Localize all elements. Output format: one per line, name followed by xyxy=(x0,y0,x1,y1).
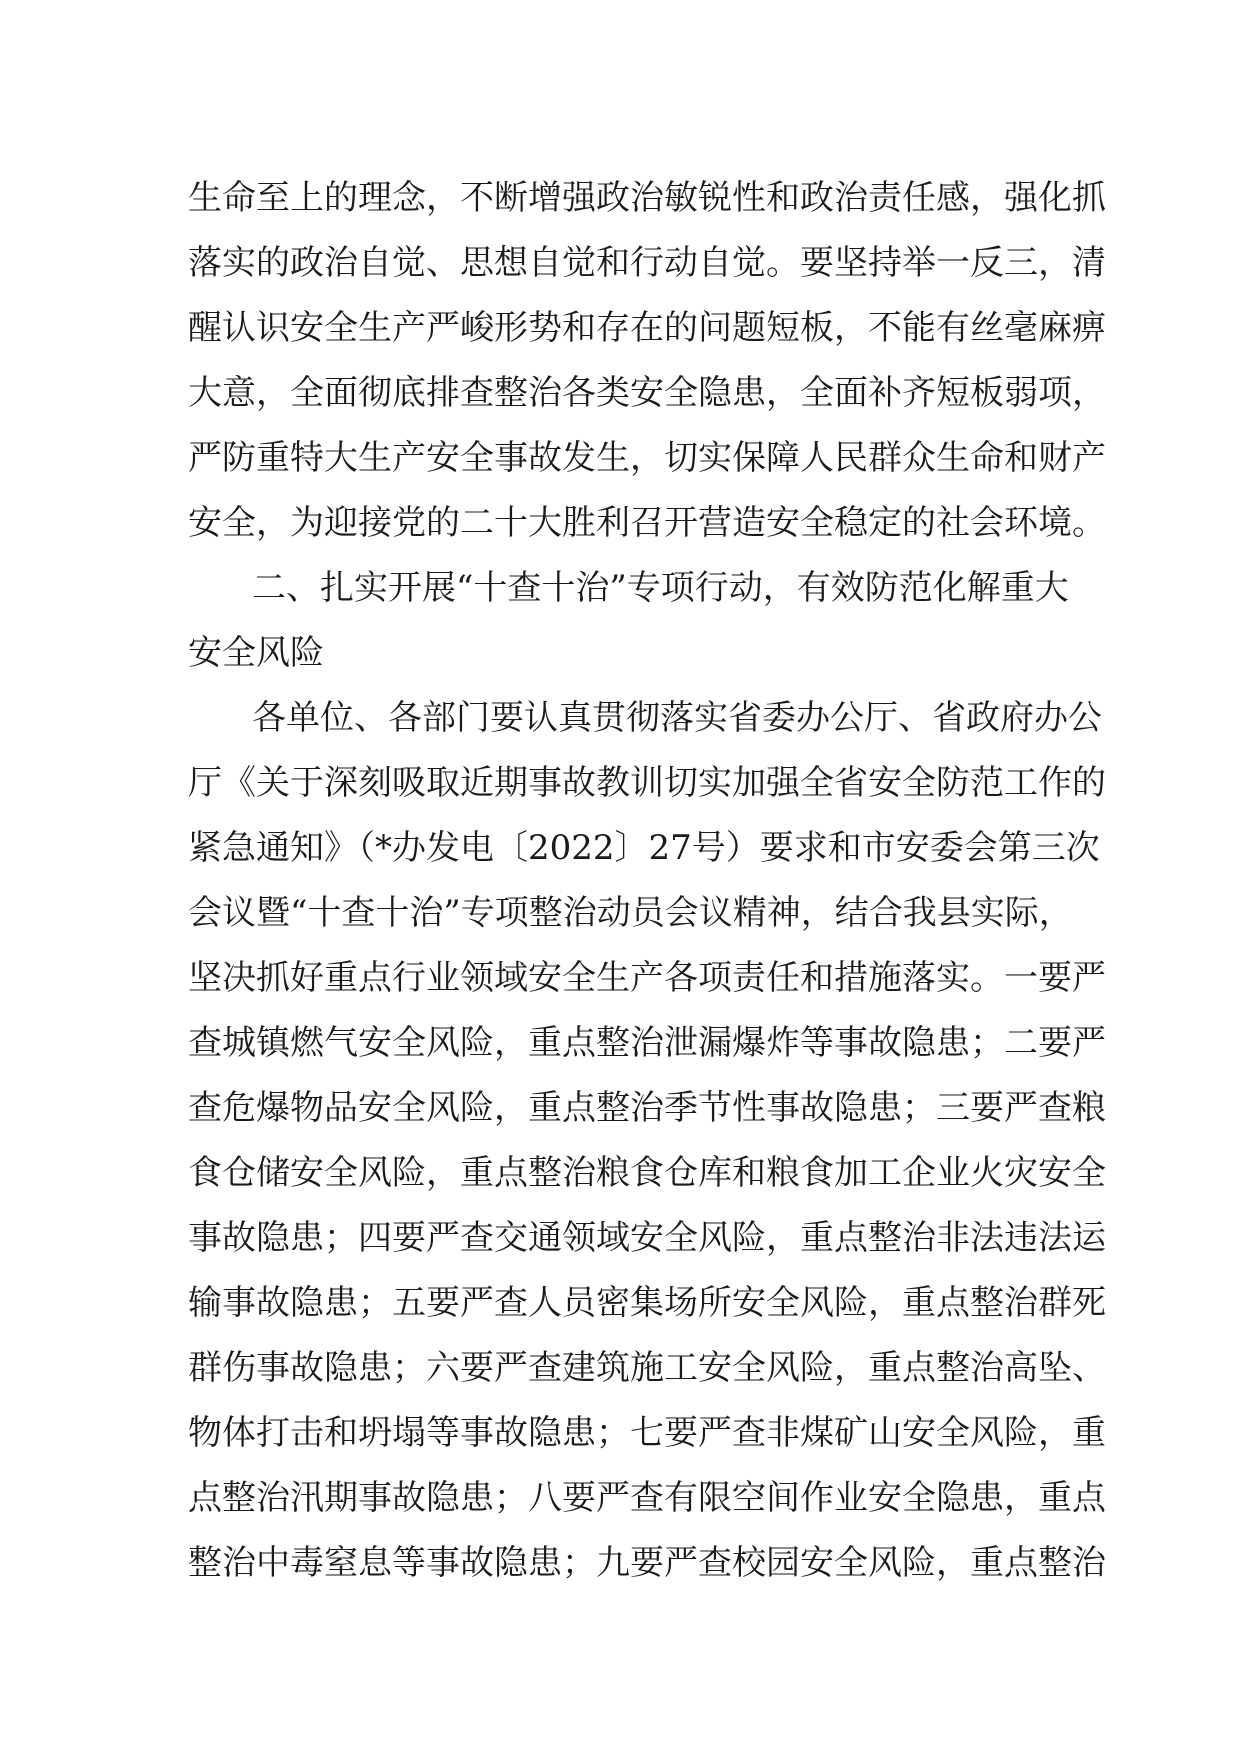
text-line: 安全，为迎接党的二十大胜利召开营造安全稳定的社会环境。 xyxy=(188,503,1106,543)
text-line: 大意，全面彻底排查整治各类安全隐患，全面补齐短板弱项， xyxy=(188,373,1106,413)
text-line: 事故隐患；四要严查交通领域安全风险，重点整治非法违法运 xyxy=(188,1218,1106,1258)
text-line: 二、扎实开展“十查十治”专项行动，有效防范化解重大 xyxy=(252,568,1069,608)
text-line: 紧急通知》（*办发电〔2022〕27号）要求和市安委会第三次 xyxy=(188,828,1100,868)
text-line: 会议暨“十查十治”专项整治动员会议精神，结合我县实际， xyxy=(188,893,1073,933)
text-line: 整治中毒窒息等事故隐患；九要严查校园安全风险，重点整治 xyxy=(188,1543,1106,1583)
text-line: 点整治汛期事故隐患；八要严查有限空间作业安全隐患，重点 xyxy=(188,1478,1106,1518)
text-line: 各单位、各部门要认真贯彻落实省委办公厅、省政府办公 xyxy=(252,698,1102,738)
text-line: 落实的政治自觉、思想自觉和行动自觉。要坚持举一反三，清 xyxy=(188,243,1106,283)
text-line: 输事故隐患；五要严查人员密集场所安全风险，重点整治群死 xyxy=(188,1283,1106,1323)
text-line: 安全风险 xyxy=(188,633,324,673)
text-line: 查城镇燃气安全风险，重点整治泄漏爆炸等事故隐患；二要严 xyxy=(188,1023,1106,1063)
text-line: 群伤事故隐患；六要严查建筑施工安全风险，重点整治高坠、 xyxy=(188,1348,1106,1388)
text-line: 食仓储安全风险，重点整治粮食仓库和粮食加工企业火灾安全 xyxy=(188,1153,1106,1193)
text-line: 严防重特大生产安全事故发生，切实保障人民群众生命和财产 xyxy=(188,438,1106,478)
text-line: 查危爆物品安全风险，重点整治季节性事故隐患；三要严查粮 xyxy=(188,1088,1106,1128)
document-body xyxy=(188,166,1106,1596)
text-line: 坚决抓好重点行业领域安全生产各项责任和措施落实。一要严 xyxy=(188,958,1106,998)
text-line: 物体打击和坍塌等事故隐患；七要严查非煤矿山安全风险，重 xyxy=(188,1413,1106,1453)
text-line: 醒认识安全生产严峻形势和存在的问题短板，不能有丝毫麻痹 xyxy=(188,308,1106,348)
text-line: 厅《关于深刻吸取近期事故教训切实加强全省安全防范工作的 xyxy=(188,763,1106,803)
text-line: 生命至上的理念，不断增强政治敏锐性和政治责任感，强化抓 xyxy=(188,178,1106,218)
